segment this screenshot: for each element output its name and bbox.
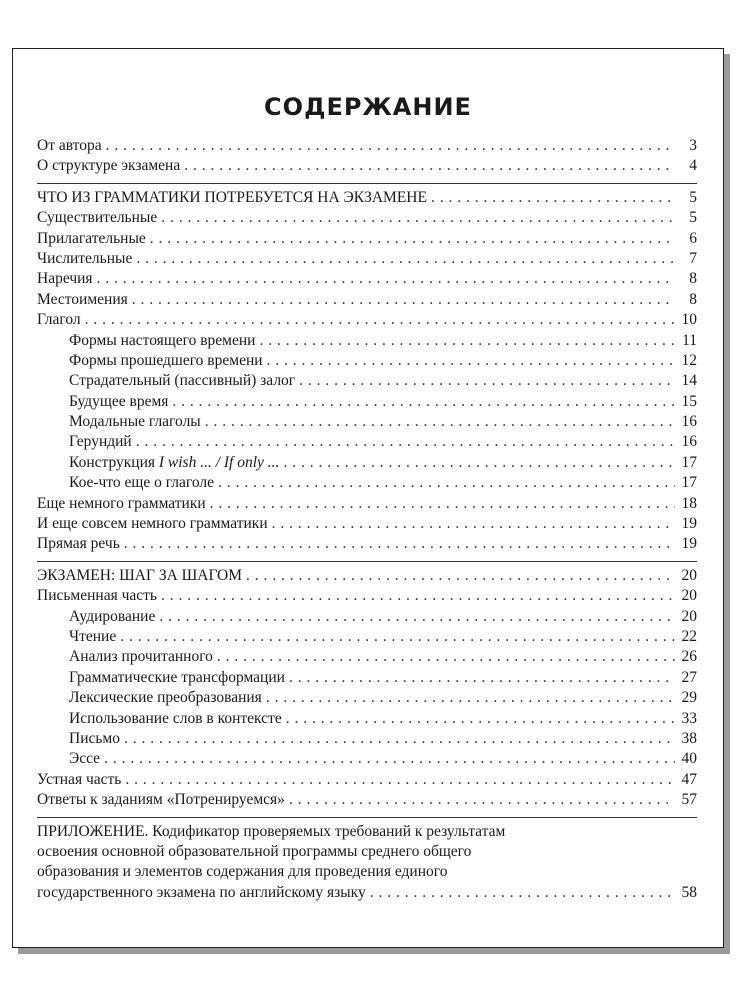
toc-entry[interactable] (37, 331, 697, 351)
dot-leader (289, 668, 675, 688)
dot-leader (150, 229, 675, 249)
dot-leader (370, 883, 675, 903)
toc-entry-page: 47 (681, 770, 697, 788)
toc-entry-label: Наречия (37, 270, 93, 288)
toc-entry[interactable] (37, 136, 697, 156)
toc-entry[interactable] (37, 494, 697, 514)
toc-entry[interactable] (37, 473, 697, 493)
dot-leader (259, 331, 675, 351)
toc-entry[interactable] (37, 688, 697, 708)
toc-entry[interactable] (37, 534, 697, 554)
toc-entry[interactable] (37, 392, 697, 412)
toc-entry-label: Формы настоящего времени (69, 331, 256, 349)
toc-entry-page: 20 (681, 566, 697, 584)
toc-entry-page: 6 (689, 229, 697, 247)
toc-entry-page: 40 (681, 750, 697, 768)
toc-entry-page: 4 (689, 157, 697, 175)
appendix-entry[interactable] (37, 817, 697, 904)
toc-entry-page: 5 (689, 188, 697, 206)
toc-entry[interactable] (37, 351, 697, 371)
toc-section (37, 561, 697, 811)
dot-leader (431, 188, 675, 208)
toc-entry[interactable] (37, 229, 697, 249)
dot-leader (299, 371, 675, 391)
dot-leader (85, 310, 675, 330)
toc-entry[interactable] (37, 188, 697, 208)
toc-entry[interactable] (37, 208, 697, 228)
toc-entry[interactable] (37, 249, 697, 269)
toc-entry-label: Существительные (37, 209, 158, 227)
toc-entry-page: 16 (681, 433, 697, 451)
dot-leader (205, 412, 675, 432)
toc-entry[interactable] (37, 607, 697, 627)
toc-entry[interactable] (37, 749, 697, 769)
toc-entry-label: Будущее время (69, 392, 169, 410)
toc-entry-label: Письменная часть (37, 587, 157, 605)
toc-entry-label: Чтение (69, 627, 117, 645)
table-of-contents (37, 136, 697, 903)
dot-leader (159, 607, 675, 627)
dot-leader (217, 647, 675, 667)
toc-entry-label: Грамматические трансформации (69, 668, 285, 686)
toc-entry-page: 17 (681, 474, 697, 492)
toc-entry-label: Лексические преобразования (69, 689, 262, 707)
toc-entry[interactable] (37, 709, 697, 729)
dot-leader (267, 351, 675, 371)
dot-leader (272, 514, 675, 534)
dot-leader (104, 749, 675, 769)
dot-leader (283, 453, 675, 473)
toc-entry-label: Формы прошедшего времени (69, 351, 263, 369)
toc-entry-label: Числительные (37, 249, 133, 267)
toc-entry-page: 26 (681, 648, 697, 666)
dot-leader (286, 709, 675, 729)
toc-entry-label: Ответы к заданиям «Потренируемся» (37, 791, 285, 809)
toc-entry-page: 38 (681, 729, 697, 747)
toc-entry-label: Прилагательные (37, 229, 146, 247)
toc-entry-page: 10 (681, 311, 697, 329)
dot-leader (120, 627, 675, 647)
toc-entry-page: 16 (681, 413, 697, 431)
toc-entry-label: Еще немного грамматики (37, 494, 206, 512)
document-page (12, 48, 724, 948)
toc-entry-label: ЭКЗАМЕН: ШАГ ЗА ШАГОМ (37, 566, 243, 584)
toc-entry-label: Устная часть (37, 770, 122, 788)
dot-leader (266, 688, 675, 708)
toc-entry[interactable] (37, 412, 697, 432)
dot-leader (246, 566, 675, 586)
appendix-line: образования и элементов содержания для проведения единого (37, 863, 448, 881)
dot-leader (172, 392, 675, 412)
toc-entry-label: Кое-что еще о глаголе (69, 474, 215, 492)
toc-entry-label: Глагол (37, 311, 81, 329)
toc-entry-label: Конструкция I wish ... / If only ... (69, 453, 280, 471)
toc-entry-page: 14 (681, 372, 697, 390)
dot-leader (136, 249, 675, 269)
dot-leader (210, 494, 675, 514)
toc-entry-label: Эссе (69, 750, 101, 768)
toc-entry-page: 22 (681, 627, 697, 645)
appendix-line: освоения основной образовательной программы среднего общего (37, 842, 472, 860)
toc-entry-label: О структуре экзамена (37, 157, 181, 175)
toc-entry[interactable] (37, 586, 697, 606)
dot-leader (97, 269, 675, 289)
toc-entry-page: 20 (681, 607, 697, 625)
toc-section (37, 183, 697, 555)
dot-leader (161, 208, 675, 228)
dot-leader (289, 790, 675, 810)
toc-entry-page: 27 (681, 668, 697, 686)
toc-entry-page: 12 (681, 351, 697, 369)
toc-entry-page: 8 (689, 290, 697, 308)
dot-leader (136, 432, 675, 452)
toc-entry[interactable] (37, 310, 697, 330)
toc-entry-page: 19 (681, 515, 697, 533)
toc-entry-label: Герундий (69, 433, 132, 451)
toc-entry-page: 33 (681, 709, 697, 727)
toc-entry-label: Анализ прочитанного (69, 648, 213, 666)
toc-entry[interactable] (37, 156, 697, 176)
dot-leader (124, 729, 675, 749)
toc-entry-label: Аудирование (69, 607, 156, 625)
toc-section (37, 136, 697, 177)
toc-entry-label: Страдательный (пассивный) залог (69, 372, 296, 390)
appendix-last-line (37, 883, 697, 903)
toc-entry-page: 20 (681, 587, 697, 605)
toc-entry[interactable] (37, 627, 697, 647)
toc-entry-page: 29 (681, 689, 697, 707)
toc-entry[interactable] (37, 453, 697, 473)
toc-entry-page: 15 (681, 392, 697, 410)
toc-entry-page: 3 (689, 137, 697, 154)
toc-entry[interactable] (37, 432, 697, 452)
dot-leader (125, 770, 675, 790)
toc-entry-label: ЧТО ИЗ ГРАММАТИКИ ПОТРЕБУЕТСЯ НА ЭКЗАМЕНЕ (37, 188, 427, 206)
toc-entry[interactable] (37, 647, 697, 667)
toc-entry-label: От автора (37, 137, 102, 154)
toc-entry[interactable] (37, 514, 697, 534)
toc-entry-page: 58 (681, 883, 697, 901)
toc-entry[interactable] (37, 770, 697, 790)
toc-entry-page: 7 (689, 249, 697, 267)
toc-entry[interactable] (37, 371, 697, 391)
dot-leader (132, 290, 675, 310)
dot-leader (124, 534, 675, 554)
dot-leader (161, 586, 675, 606)
appendix-line: государственного экзамена по английскому языку (37, 883, 366, 901)
toc-entry-label: Письмо (69, 729, 120, 747)
toc-entry-page: 8 (689, 270, 697, 288)
appendix-line: ПРИЛОЖЕНИЕ. Кодификатор проверяемых требований к результатам (37, 822, 506, 840)
toc-entry-page: 18 (681, 494, 697, 512)
toc-entry-label: Местоимения (37, 290, 128, 308)
dot-leader (106, 136, 675, 156)
toc-entry[interactable] (37, 566, 697, 586)
toc-entry-page: 19 (681, 535, 697, 553)
toc-entry-label: Прямая речь (37, 535, 120, 553)
toc-entry-page: 11 (682, 331, 697, 349)
dot-leader (218, 473, 675, 493)
toc-entry-label: Использование слов в контексте (69, 709, 282, 727)
dot-leader (184, 156, 675, 176)
toc-entry[interactable] (37, 790, 697, 810)
page-title: СОДЕРЖАНИЕ (264, 93, 472, 121)
toc-entry[interactable] (37, 668, 697, 688)
toc-entry-page: 5 (689, 209, 697, 227)
toc-entry-page: 57 (681, 791, 697, 809)
toc-entry-label: И еще совсем немного грамматики (37, 515, 268, 533)
toc-entry[interactable] (37, 269, 697, 289)
toc-entry[interactable] (37, 729, 697, 749)
toc-entry[interactable] (37, 290, 697, 310)
toc-entry-label: Модальные глаголы (69, 413, 201, 431)
toc-entry-page: 17 (681, 453, 697, 471)
